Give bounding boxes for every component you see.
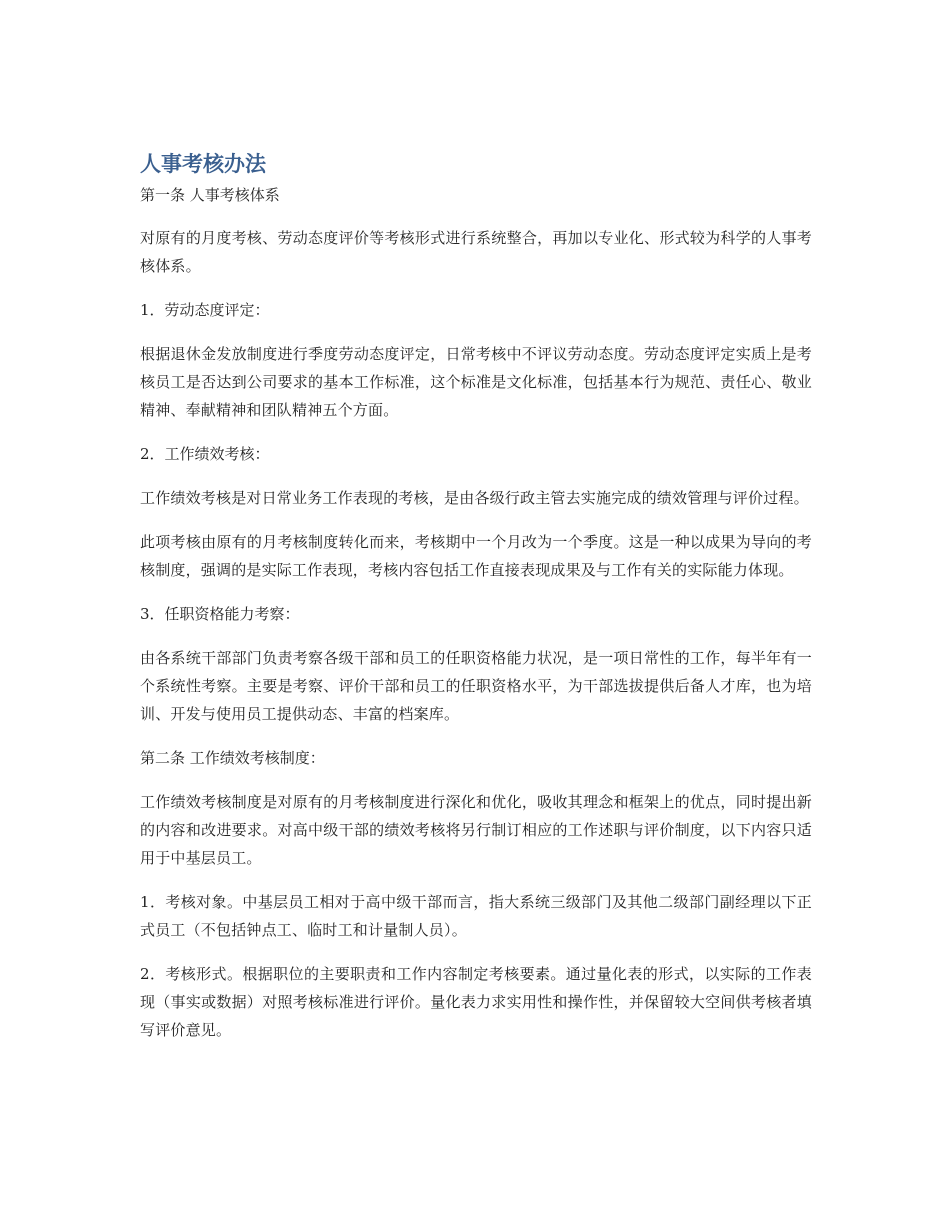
- paragraph-work-performance-origin: 此项考核由原有的月考核制度转化而来，考核期中一个月改为一个季度。这是一种以成果为导向的考核制度，强调的是实际工作表现，考核内容包括工作直接表现成果及与工作有关的实际能力体现。: [140, 533, 812, 579]
- section-heading-article-2: 第二条 工作绩效考核制度：: [140, 749, 325, 767]
- paragraph-assessment-target: 1．考核对象。中基层员工相对于高中级干部而言，指大系统三级部门及其他二级部门副经理以下正式员工（不包括钟点工、临时工和计量制人员）。: [140, 893, 812, 939]
- paragraph-qualification-review: 由各系统干部部门负责考察各级干部和员工的任职资格能力状况，是一项日常性的工作，每半年有一个系统性考察。主要是考察、评价干部和员工的任职资格水平，为干部选拔提供后备人才库，也为培训、开发与使用员工提供动态、丰富的档案库。: [140, 649, 812, 723]
- heading-work-performance: 2．工作绩效考核：: [140, 445, 270, 463]
- paragraph-intro: 对原有的月度考核、劳动态度评价等考核形式进行系统整合，再加以专业化、形式较为科学的人事考核体系。: [140, 229, 812, 275]
- paragraph-labor-attitude: 根据退休金发放制度进行季度劳动态度评定，日常考核中不评议劳动态度。劳动态度评定实质上是考核员工是否达到公司要求的基本工作标准，这个标准是文化标准，包括基本行为规范、责任心、敬业精神、奉献精神和团队精神五个方面。: [140, 345, 812, 419]
- paragraph-work-performance-definition: 工作绩效考核是对日常业务工作表现的考核，是由各级行政主管去实施完成的绩效管理与评价过程。: [140, 489, 809, 507]
- document-title: 人事考核办法: [140, 152, 266, 176]
- heading-labor-attitude: 1．劳动态度评定：: [140, 301, 270, 319]
- heading-qualification-review: 3．任职资格能力考察：: [140, 605, 300, 623]
- paragraph-performance-system: 工作绩效考核制度是对原有的月考核制度进行深化和优化，吸收其理念和框架上的优点，同时提出新的内容和改进要求。对高中级干部的绩效考核将另行制订相应的工作述职与评价制度，以下内容只适用于中基层员工。: [140, 793, 812, 867]
- document-page: [140, 150, 812, 1044]
- section-heading-article-1: 第一条 人事考核体系: [140, 186, 280, 204]
- paragraph-assessment-form: 2．考核形式。根据职位的主要职责和工作内容制定考核要素。通过量化表的形式，以实际的工作表现（事实或数据）对照考核标准进行评价。量化表力求实用性和操作性，并保留较大空间供考核者填写评价意见。: [140, 965, 812, 1039]
